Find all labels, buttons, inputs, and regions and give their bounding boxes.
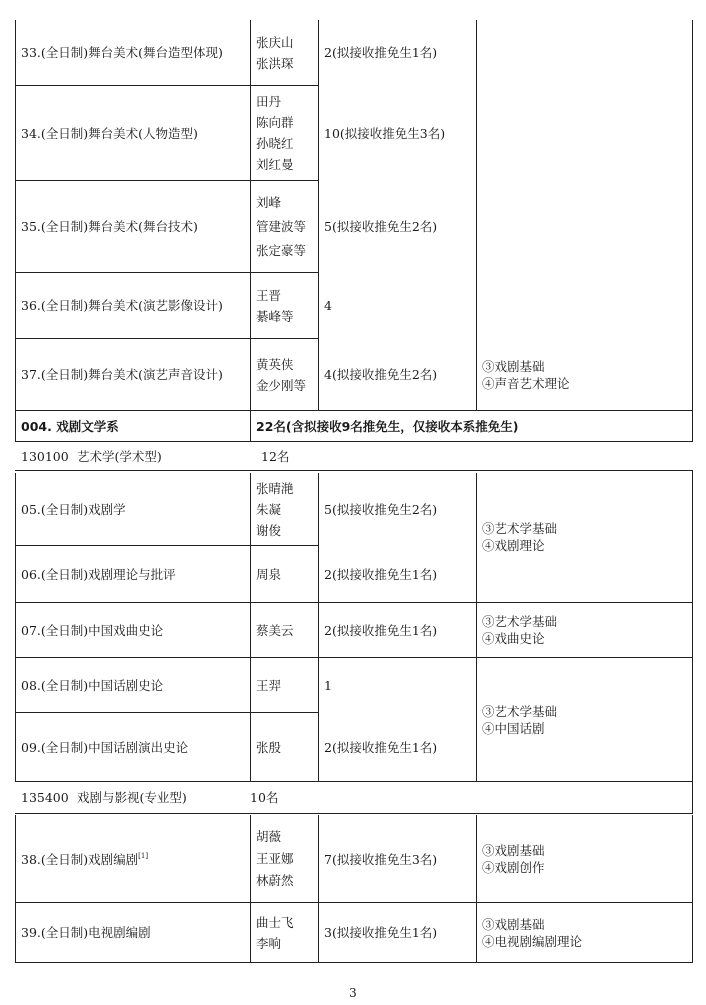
department-quota-text: 22名(含拟接收9名推免生，仅接收本系推免生) xyxy=(256,418,519,434)
advisor-cell xyxy=(256,713,316,781)
enrollment-text: 1 xyxy=(324,677,332,693)
advisor-name: 朱凝 xyxy=(256,502,282,517)
table-row xyxy=(21,903,249,962)
advisor-name: 陈向群 xyxy=(256,115,294,130)
table-border-right-bottom xyxy=(692,815,693,962)
enrollment-cell xyxy=(324,546,474,602)
table-row xyxy=(21,339,249,410)
advisor-name: 李响 xyxy=(256,935,282,951)
col-divider xyxy=(318,473,319,781)
table-border-left-bottom xyxy=(15,815,16,962)
table-row xyxy=(21,713,249,781)
major-quota-text: 10名 xyxy=(250,790,279,805)
table-row xyxy=(21,86,249,180)
advisor-cell xyxy=(256,603,316,657)
col-divider xyxy=(15,410,16,442)
table-border-right-top xyxy=(692,20,693,442)
enrollment-text: 5(拟接收推免生2名) xyxy=(324,219,438,234)
table-row xyxy=(21,273,249,338)
col-divider xyxy=(250,410,251,442)
advisor-cell xyxy=(256,658,316,712)
enrollment-text: 2(拟接收推免生1名) xyxy=(324,566,438,582)
exam-subjects-cell xyxy=(482,816,687,902)
col-divider xyxy=(476,20,477,410)
advisor-name: 林蔚然 xyxy=(256,873,294,888)
direction-cell: 06.(全日制)戏剧理论与批评 xyxy=(21,566,176,582)
exam-subjects-cell xyxy=(482,658,687,781)
advisor-name: 周泉 xyxy=(256,566,282,582)
exam-subject: ④戏剧理论 xyxy=(482,537,545,553)
major-name-text: 戏剧与影视(专业型) xyxy=(77,790,187,805)
exam-subject: ③艺术学基础 xyxy=(482,703,558,719)
page-number: 3 xyxy=(349,986,357,1000)
direction-cell: 33.(全日制)舞台美术(舞台造型体现) xyxy=(21,45,223,60)
advisor-name: 谢俊 xyxy=(256,523,282,538)
enrollment-cell xyxy=(324,474,474,545)
department-name-text: 004. 戏剧文学系 xyxy=(21,418,119,434)
exam-subject: ③戏剧基础 xyxy=(482,358,545,374)
advisor-cell xyxy=(256,546,316,602)
enrollment-text: 2(拟接收推免生1名) xyxy=(324,45,438,60)
table-row xyxy=(21,546,249,602)
direction-cell: 39.(全日制)电视剧编剧 xyxy=(21,925,151,940)
advisor-cell xyxy=(256,181,316,272)
col-divider xyxy=(318,20,319,410)
direction-cell: 35.(全日制)舞台美术(舞台技术) xyxy=(21,219,198,234)
direction-cell: 36.(全日制)舞台美术(演艺影像设计) xyxy=(21,298,223,313)
advisor-name: 管建波等 xyxy=(256,218,307,234)
advisor-name: 张殷 xyxy=(256,739,282,755)
department-name xyxy=(21,411,249,441)
advisor-name: 张洪琛 xyxy=(256,55,294,71)
exam-subject: ④声音艺术理论 xyxy=(482,375,570,391)
table-row xyxy=(21,474,249,545)
direction-cell: 37.(全日制)舞台美术(演艺声音设计) xyxy=(21,367,223,382)
advisor-name: 张定豪等 xyxy=(256,242,307,258)
exam-subject: ③戏剧基础 xyxy=(482,916,545,932)
table-border-bottom xyxy=(15,962,693,963)
enrollment-text: 4(拟接收推免生2名) xyxy=(324,367,438,382)
department-quota xyxy=(256,411,686,441)
table-row xyxy=(21,603,249,657)
advisor-name: 王亚娜 xyxy=(256,851,294,866)
enrollment-cell xyxy=(324,658,474,712)
direction-cell: 08.(全日制)中国话剧史论 xyxy=(21,677,164,693)
advisor-cell xyxy=(256,339,316,410)
enrollment-cell xyxy=(324,86,474,180)
table-row xyxy=(21,658,249,712)
table-row xyxy=(21,816,249,902)
major-name xyxy=(77,782,237,813)
advisor-name: 张庆山 xyxy=(256,34,294,50)
direction-text: 38.(全日制)戏剧编剧 xyxy=(21,851,139,867)
direction-cell: 09.(全日制)中国话剧演出史论 xyxy=(21,739,189,755)
col-divider xyxy=(476,815,477,962)
major-code-text: 135400 xyxy=(21,790,69,805)
table-border-left-top xyxy=(15,20,16,410)
major-name-text: 艺术学(学术型) xyxy=(77,448,162,464)
col-divider xyxy=(318,815,319,962)
col-divider xyxy=(476,473,477,781)
col-divider xyxy=(250,473,251,781)
major-code-text: 130100 xyxy=(21,448,69,464)
enrollment-text: 2(拟接收推免生1名) xyxy=(324,622,438,638)
table-row xyxy=(21,181,249,272)
advisor-name: 金少刚等 xyxy=(256,377,307,393)
major-code xyxy=(21,782,81,813)
advisor-name: 胡薇 xyxy=(256,829,282,844)
advisor-name: 綦峰等 xyxy=(256,308,294,324)
enrollment-cell xyxy=(324,339,474,410)
exam-subject: ③艺术学基础 xyxy=(482,614,558,629)
advisor-name: 蔡美云 xyxy=(256,622,294,638)
enrollment-text: 7(拟接收推免生3名) xyxy=(324,851,438,867)
direction-cell: 34.(全日制)舞台美术(人物造型) xyxy=(21,125,198,141)
exam-subjects-cell xyxy=(482,471,687,602)
col-divider xyxy=(250,20,251,410)
advisor-name: 王晋 xyxy=(256,287,282,303)
advisor-cell xyxy=(256,816,316,902)
advisor-name: 黄英侠 xyxy=(256,356,294,372)
exam-subject: ④戏剧创作 xyxy=(482,860,545,875)
major-quota-text: 12名 xyxy=(261,448,290,464)
exam-subjects-cell xyxy=(482,339,687,410)
enrollment-cell xyxy=(324,273,474,338)
enrollment-cell xyxy=(324,816,474,902)
direction-cell xyxy=(21,849,249,870)
exam-subject: ④中国话剧 xyxy=(482,720,545,736)
advisor-name: 王羿 xyxy=(256,677,282,693)
enrollment-cell xyxy=(324,903,474,962)
major-quota xyxy=(250,782,310,813)
exam-subject: ④戏曲史论 xyxy=(482,631,545,646)
advisor-name: 张晴滟 xyxy=(256,481,294,496)
advisor-cell xyxy=(256,273,316,338)
advisor-name: 田丹 xyxy=(256,94,282,109)
enrollment-text: 5(拟接收推免生2名) xyxy=(324,502,438,517)
major-code xyxy=(21,442,81,470)
advisor-name: 刘红曼 xyxy=(256,157,294,172)
major-name xyxy=(77,442,237,470)
advisor-cell xyxy=(256,474,316,545)
enrollment-text: 3(拟接收推免生1名) xyxy=(324,925,438,940)
advisor-name: 孙晓红 xyxy=(256,136,294,151)
table-border-left-mid xyxy=(15,473,16,781)
enrollment-text: 10(拟接收推免生3名) xyxy=(324,125,446,141)
exam-subject: ③艺术学基础 xyxy=(482,520,558,536)
footnote-marker[interactable]: [1] xyxy=(138,851,149,860)
advisor-cell xyxy=(256,86,316,180)
major-quota xyxy=(261,442,321,470)
enrollment-cell xyxy=(324,181,474,272)
advisor-cell xyxy=(256,20,316,85)
exam-subject: ④电视剧编剧理论 xyxy=(482,933,583,949)
direction-cell: 05.(全日制)戏剧学 xyxy=(21,502,126,517)
advisor-cell xyxy=(256,903,316,962)
col-divider xyxy=(250,815,251,962)
exam-subject: ③戏剧基础 xyxy=(482,843,545,858)
direction-cell: 07.(全日制)中国戏曲史论 xyxy=(21,622,164,638)
enrollment-cell xyxy=(324,20,474,85)
enrollment-text: 2(拟接收推免生1名) xyxy=(324,739,438,755)
enrollment-cell xyxy=(324,603,474,657)
table-row xyxy=(21,20,249,85)
table-border-right-mid xyxy=(692,470,693,813)
advisor-name: 曲士飞 xyxy=(256,914,294,930)
exam-subjects-cell xyxy=(482,903,687,962)
enrollment-text: 4 xyxy=(324,298,332,313)
enrollment-cell xyxy=(324,713,474,781)
row-divider xyxy=(15,813,693,814)
advisor-name: 刘峰 xyxy=(256,194,282,210)
exam-subjects-cell xyxy=(482,603,687,657)
